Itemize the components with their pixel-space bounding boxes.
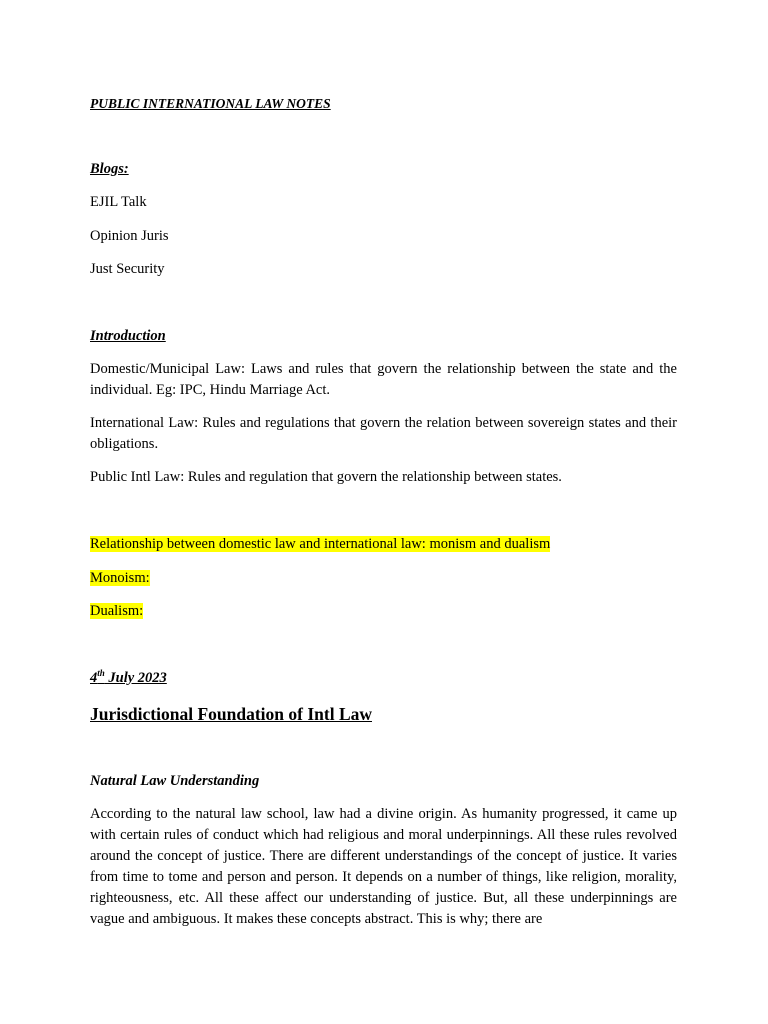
- paragraph-natural-law: According to the natural law school, law had a divine origin. As humanity progressed, it came up with certain rules of conduct which had religious and moral underpinnings. All these rules revolved around the concept of justice. There are different understandings of the concept of justice. It varies from time to tome and person and person. It depends on a number of things, like religion, morality, righteousness, etc. All these affect our understanding of justice. But, all these underpinnings are vague and ambiguous. It makes these concepts abstract. This is why; there are: [90, 806, 677, 927]
- date-day: 4: [90, 670, 98, 686]
- paragraph-public-intl-law: Public Intl Law: Rules and regulation that govern the relationship between states.: [90, 469, 562, 485]
- blogs-heading: Blogs:: [90, 161, 129, 177]
- paragraph-domestic-law: Domestic/Municipal Law: Laws and rules that govern the relationship between the state and the individual. Eg: IPC, Hindu Marriage Act.: [90, 361, 677, 398]
- date-heading: [90, 668, 167, 689]
- date-suffix: th: [97, 668, 105, 678]
- section-title: Jurisdictional Foundation of Intl Law: [90, 704, 372, 724]
- dualism-label-text: Dualism:: [90, 603, 144, 619]
- blog-item-ejil-talk: EJIL Talk: [90, 194, 147, 210]
- relationship-heading: [90, 534, 550, 555]
- relationship-heading-text: Relationship between domestic law and international law: monism and dualism: [90, 536, 551, 552]
- paragraph-international-law: International Law: Rules and regulations that govern the relation between sovereign states and their obligations.: [90, 415, 677, 452]
- introduction-heading: Introduction: [90, 328, 166, 344]
- monism-label-text: Monoism:: [90, 570, 150, 586]
- natural-law-heading: Natural Law Understanding: [90, 773, 260, 789]
- date-rest: July 2023: [104, 670, 167, 686]
- document-page: [90, 0, 677, 1024]
- dualism-label: [90, 601, 143, 622]
- document-title: PUBLIC INTERNATIONAL LAW NOTES: [90, 96, 331, 111]
- blog-item-opinion-juris: Opinion Juris: [90, 228, 169, 244]
- blog-item-just-security: Just Security: [90, 261, 165, 277]
- monism-label: [90, 568, 150, 589]
